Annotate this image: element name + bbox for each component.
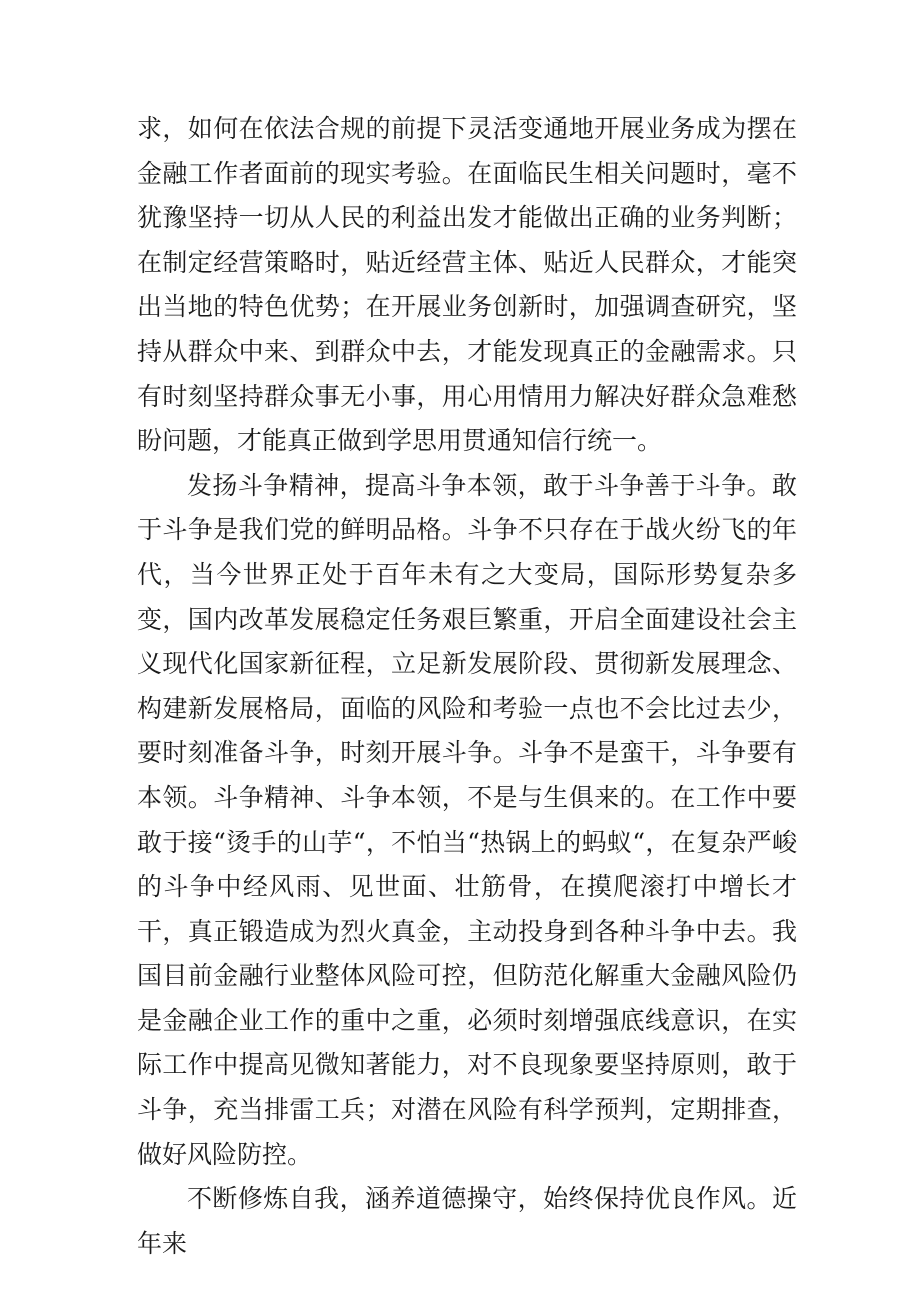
- paragraph-continued: 求，如何在依法合规的前提下灵活变通地开展业务成为摆在金融工作者面前的现实考验。在面临民生相关问题时，毫不犹豫坚持一切从人民的利益出发才能做出正确的业务判断；在制定经营策略时，贴近经营主体、贴近人民群众，才能突出当地的特色优势；在开展业务创新时，加强调查研究，坚持从群众中来、到群众中去，才能发现真正的金融需求。只有时刻坚持群众事无小事，用心用情用力解决好群众急难愁盼问题，才能真正做到学思用贯通知信行统一。: [137, 114, 797, 456]
- body-text: [137, 107, 797, 1266]
- paragraph-struggle-spirit: 发扬斗争精神，提高斗争本领，敢于斗争善于斗争。敢于斗争是我们党的鲜明品格。斗争不只存在于战火纷飞的年代，当今世界正处于百年未有之大变局，国际形势复杂多变，国内改革发展稳定任务艰巨繁重，开启全面建设社会主义现代化国家新征程，立足新发展阶段、贯彻新发展理念、构建新发展格局，面临的风险和考验一点也不会比过去少，要时刻准备斗争，时刻开展斗争。斗争不是蛮干，斗争要有本领。斗争精神、斗争本领，不是与生俱来的。在工作中要敢于接“烫手的山芋“，不怕当“热锅上的蚂蚁“，在复杂严峻的斗争中经风雨、见世面、壮筋骨，在摸爬滚打中增长才干，真正锻造成为烈火真金，主动投身到各种斗争中去。我国目前金融行业整体风险可控，但防范化解重大金融风险仍是金融企业工作的重中之重，必须时刻增强底线意识，在实际工作中提高见微知著能力，对不良现象要坚持原则，敢于斗争，充当排雷工兵；对潜在风险有科学预判，定期排查，做好风险防控。: [137, 470, 797, 1169]
- paragraph-self-cultivation: 不断修炼自我，涵养道德操守，始终保持优良作风。近年来: [137, 1184, 797, 1258]
